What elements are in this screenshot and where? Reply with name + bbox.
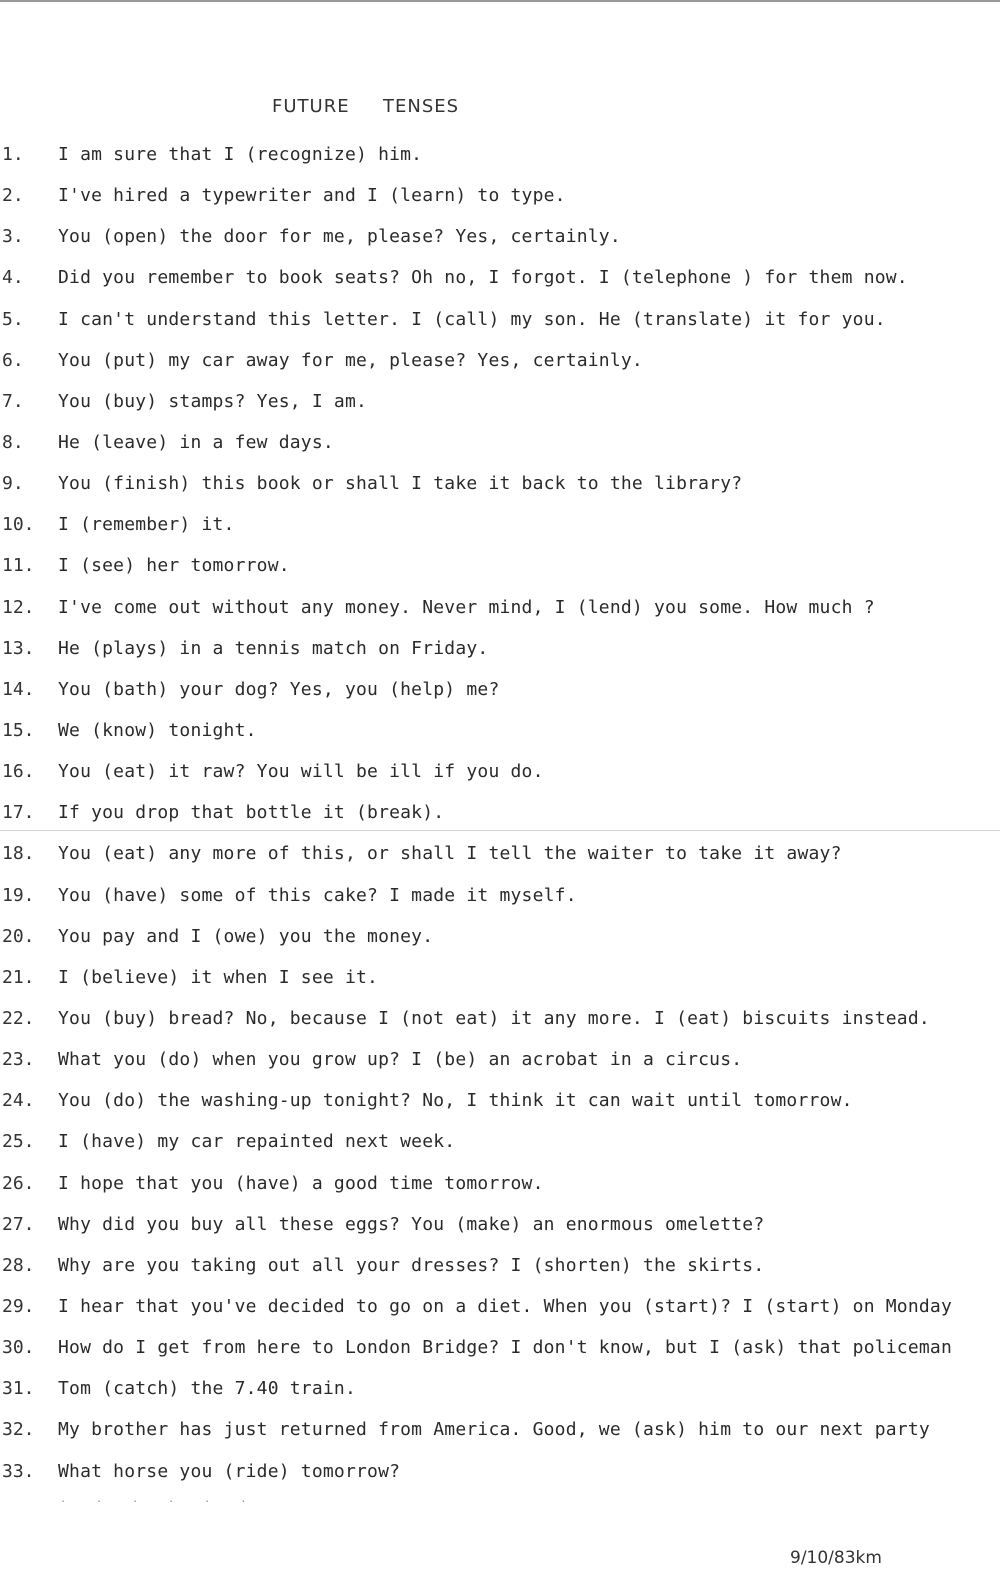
exercise-item — [0, 591, 1000, 632]
exercise-number: 14. — [2, 678, 35, 700]
exercise-sentence: You (buy) stamps? Yes, I am. — [58, 390, 368, 412]
exercise-item — [0, 467, 1000, 508]
exercise-number: 28. — [2, 1254, 35, 1276]
exercise-item — [0, 426, 1000, 467]
exercise-item — [0, 1455, 1000, 1496]
exercise-item — [0, 261, 1000, 302]
exercise-sentence: You (put) my car away for me, please? Yes, certainly. — [58, 349, 643, 371]
exercise-sentence: Did you remember to book seats? Oh no, I forgot. I (telephone ) for them now. — [58, 267, 908, 289]
exercise-item — [0, 303, 1000, 344]
exercise-item — [0, 1208, 1000, 1249]
exercise-item — [0, 1290, 1000, 1331]
exercise-item — [0, 220, 1000, 261]
exercise-item — [0, 673, 1000, 714]
exercise-item — [0, 1125, 1000, 1166]
top-border-rule — [0, 0, 1000, 2]
exercise-number: 16. — [2, 761, 35, 783]
exercise-number: 9. — [2, 473, 24, 495]
exercise-sentence: You (open) the door for me, please? Yes, certainly. — [58, 226, 621, 248]
exercise-sentence: He (plays) in a tennis match on Friday. — [58, 637, 489, 659]
exercise-item — [0, 755, 1000, 796]
exercise-number: 23. — [2, 1049, 35, 1071]
exercise-sentence: I am sure that I (recognize) him. — [58, 144, 423, 165]
page-title: FUTURE TENSES — [272, 96, 460, 117]
exercise-sentence: My brother has just returned from America. Good, we (ask) him to our next party — [58, 1419, 930, 1441]
exercise-item — [0, 1167, 1000, 1208]
exercise-sentence: I hope that you (have) a good time tomorrow. — [58, 1172, 544, 1194]
exercise-item — [0, 344, 1000, 385]
exercise-item — [0, 1002, 1000, 1043]
exercise-item — [0, 961, 1000, 1002]
exercise-sentence: I (have) my car repainted next week. — [58, 1131, 456, 1153]
exercise-item — [0, 1331, 1000, 1372]
exercise-item — [0, 1249, 1000, 1290]
exercise-sentence: How do I get from here to London Bridge? I don't know, but I (ask) that policeman — [58, 1337, 952, 1359]
exercise-sentence: I (remember) it. — [58, 514, 235, 536]
exercise-sentence: You (eat) any more of this, or shall I tell the waiter to take it away? — [58, 843, 842, 865]
exercise-number: 25. — [2, 1131, 35, 1153]
exercise-item — [0, 138, 1000, 179]
exercise-sentence: What horse you (ride) tomorrow? — [58, 1460, 401, 1482]
exercise-item — [0, 714, 1000, 755]
exercise-number: 15. — [2, 719, 35, 741]
exercise-item — [0, 1084, 1000, 1125]
exercise-number: 22. — [2, 1007, 35, 1029]
exercise-number: 21. — [2, 966, 35, 988]
exercise-sentence: He (leave) in a few days. — [58, 431, 334, 453]
exercise-number: 1. — [2, 144, 24, 165]
exercise-number: 26. — [2, 1172, 35, 1194]
exercise-number: 20. — [2, 925, 35, 947]
exercise-number: 4. — [2, 267, 24, 289]
exercise-number: 10. — [2, 514, 35, 536]
exercise-sentence: You (finish) this book or shall I take it back to the library? — [58, 473, 743, 495]
exercise-item — [0, 920, 1000, 961]
exercise-sentence: Why did you buy all these eggs? You (make) an enormous omelette? — [58, 1213, 765, 1235]
exercise-number: 7. — [2, 390, 24, 412]
exercise-number: 33. — [2, 1460, 35, 1482]
exercise-number: 29. — [2, 1295, 35, 1317]
scan-specks: . . . . . . — [60, 1494, 259, 1505]
exercise-number: 17. — [2, 802, 35, 824]
exercise-sentence: You (eat) it raw? You will be ill if you do. — [58, 761, 544, 783]
exercise-number: 13. — [2, 637, 35, 659]
exercise-sentence: I (see) her tomorrow. — [58, 555, 290, 577]
exercise-number: 31. — [2, 1378, 35, 1400]
exercise-sentence: You (buy) bread? No, because I (not eat) it any more. I (eat) biscuits instead. — [58, 1007, 930, 1029]
exercise-sentence: What you (do) when you grow up? I (be) an acrobat in a circus. — [58, 1049, 743, 1071]
exercise-item — [0, 1413, 1000, 1454]
exercise-item — [0, 1043, 1000, 1084]
exercise-item — [0, 385, 1000, 426]
exercise-sentence: If you drop that bottle it (break). — [58, 802, 445, 824]
exercise-item — [0, 837, 1000, 878]
exercise-item — [0, 632, 1000, 673]
exercise-sentence: I hear that you've decided to go on a diet. When you (start)? I (start) on Monday — [58, 1295, 952, 1317]
date-footer: 9/10/83km — [790, 1548, 882, 1568]
exercise-sentence: You (have) some of this cake? I made it myself. — [58, 884, 577, 906]
exercise-item — [0, 549, 1000, 590]
exercise-number: 27. — [2, 1213, 35, 1235]
exercise-item — [0, 796, 1000, 837]
exercise-number: 24. — [2, 1090, 35, 1112]
exercise-number: 19. — [2, 884, 35, 906]
exercise-sentence: We (know) tonight. — [58, 719, 257, 741]
exercise-sentence: You (bath) your dog? Yes, you (help) me? — [58, 678, 500, 700]
exercise-sentence: I (believe) it when I see it. — [58, 966, 379, 988]
exercise-number: 11. — [2, 555, 35, 577]
exercise-number: 32. — [2, 1419, 35, 1441]
exercise-number: 3. — [2, 226, 24, 248]
exercise-sentence: I've hired a typewriter and I (learn) to type. — [58, 185, 566, 207]
exercise-number: 18. — [2, 843, 35, 865]
exercise-sentence: You pay and I (owe) you the money. — [58, 925, 434, 947]
exercise-item — [0, 879, 1000, 920]
exercise-sentence: I've come out without any money. Never mind, I (lend) you some. How much ? — [58, 596, 875, 618]
exercise-number: 12. — [2, 596, 35, 618]
exercise-list — [0, 138, 1000, 1496]
exercise-sentence: Why are you taking out all your dresses? I (shorten) the skirts. — [58, 1254, 765, 1276]
exercise-number: 8. — [2, 431, 24, 453]
exercise-number: 5. — [2, 308, 24, 330]
exercise-item — [0, 508, 1000, 549]
exercise-item — [0, 179, 1000, 220]
exercise-number: 6. — [2, 349, 24, 371]
exercise-number: 2. — [2, 185, 24, 207]
exercise-sentence: I can't understand this letter. I (call) my son. He (translate) it for you. — [58, 308, 886, 330]
exercise-item — [0, 1372, 1000, 1413]
exercise-sentence: Tom (catch) the 7.40 train. — [58, 1378, 356, 1400]
exercise-sentence: You (do) the washing-up tonight? No, I think it can wait until tomorrow. — [58, 1090, 853, 1112]
exercise-number: 30. — [2, 1337, 35, 1359]
